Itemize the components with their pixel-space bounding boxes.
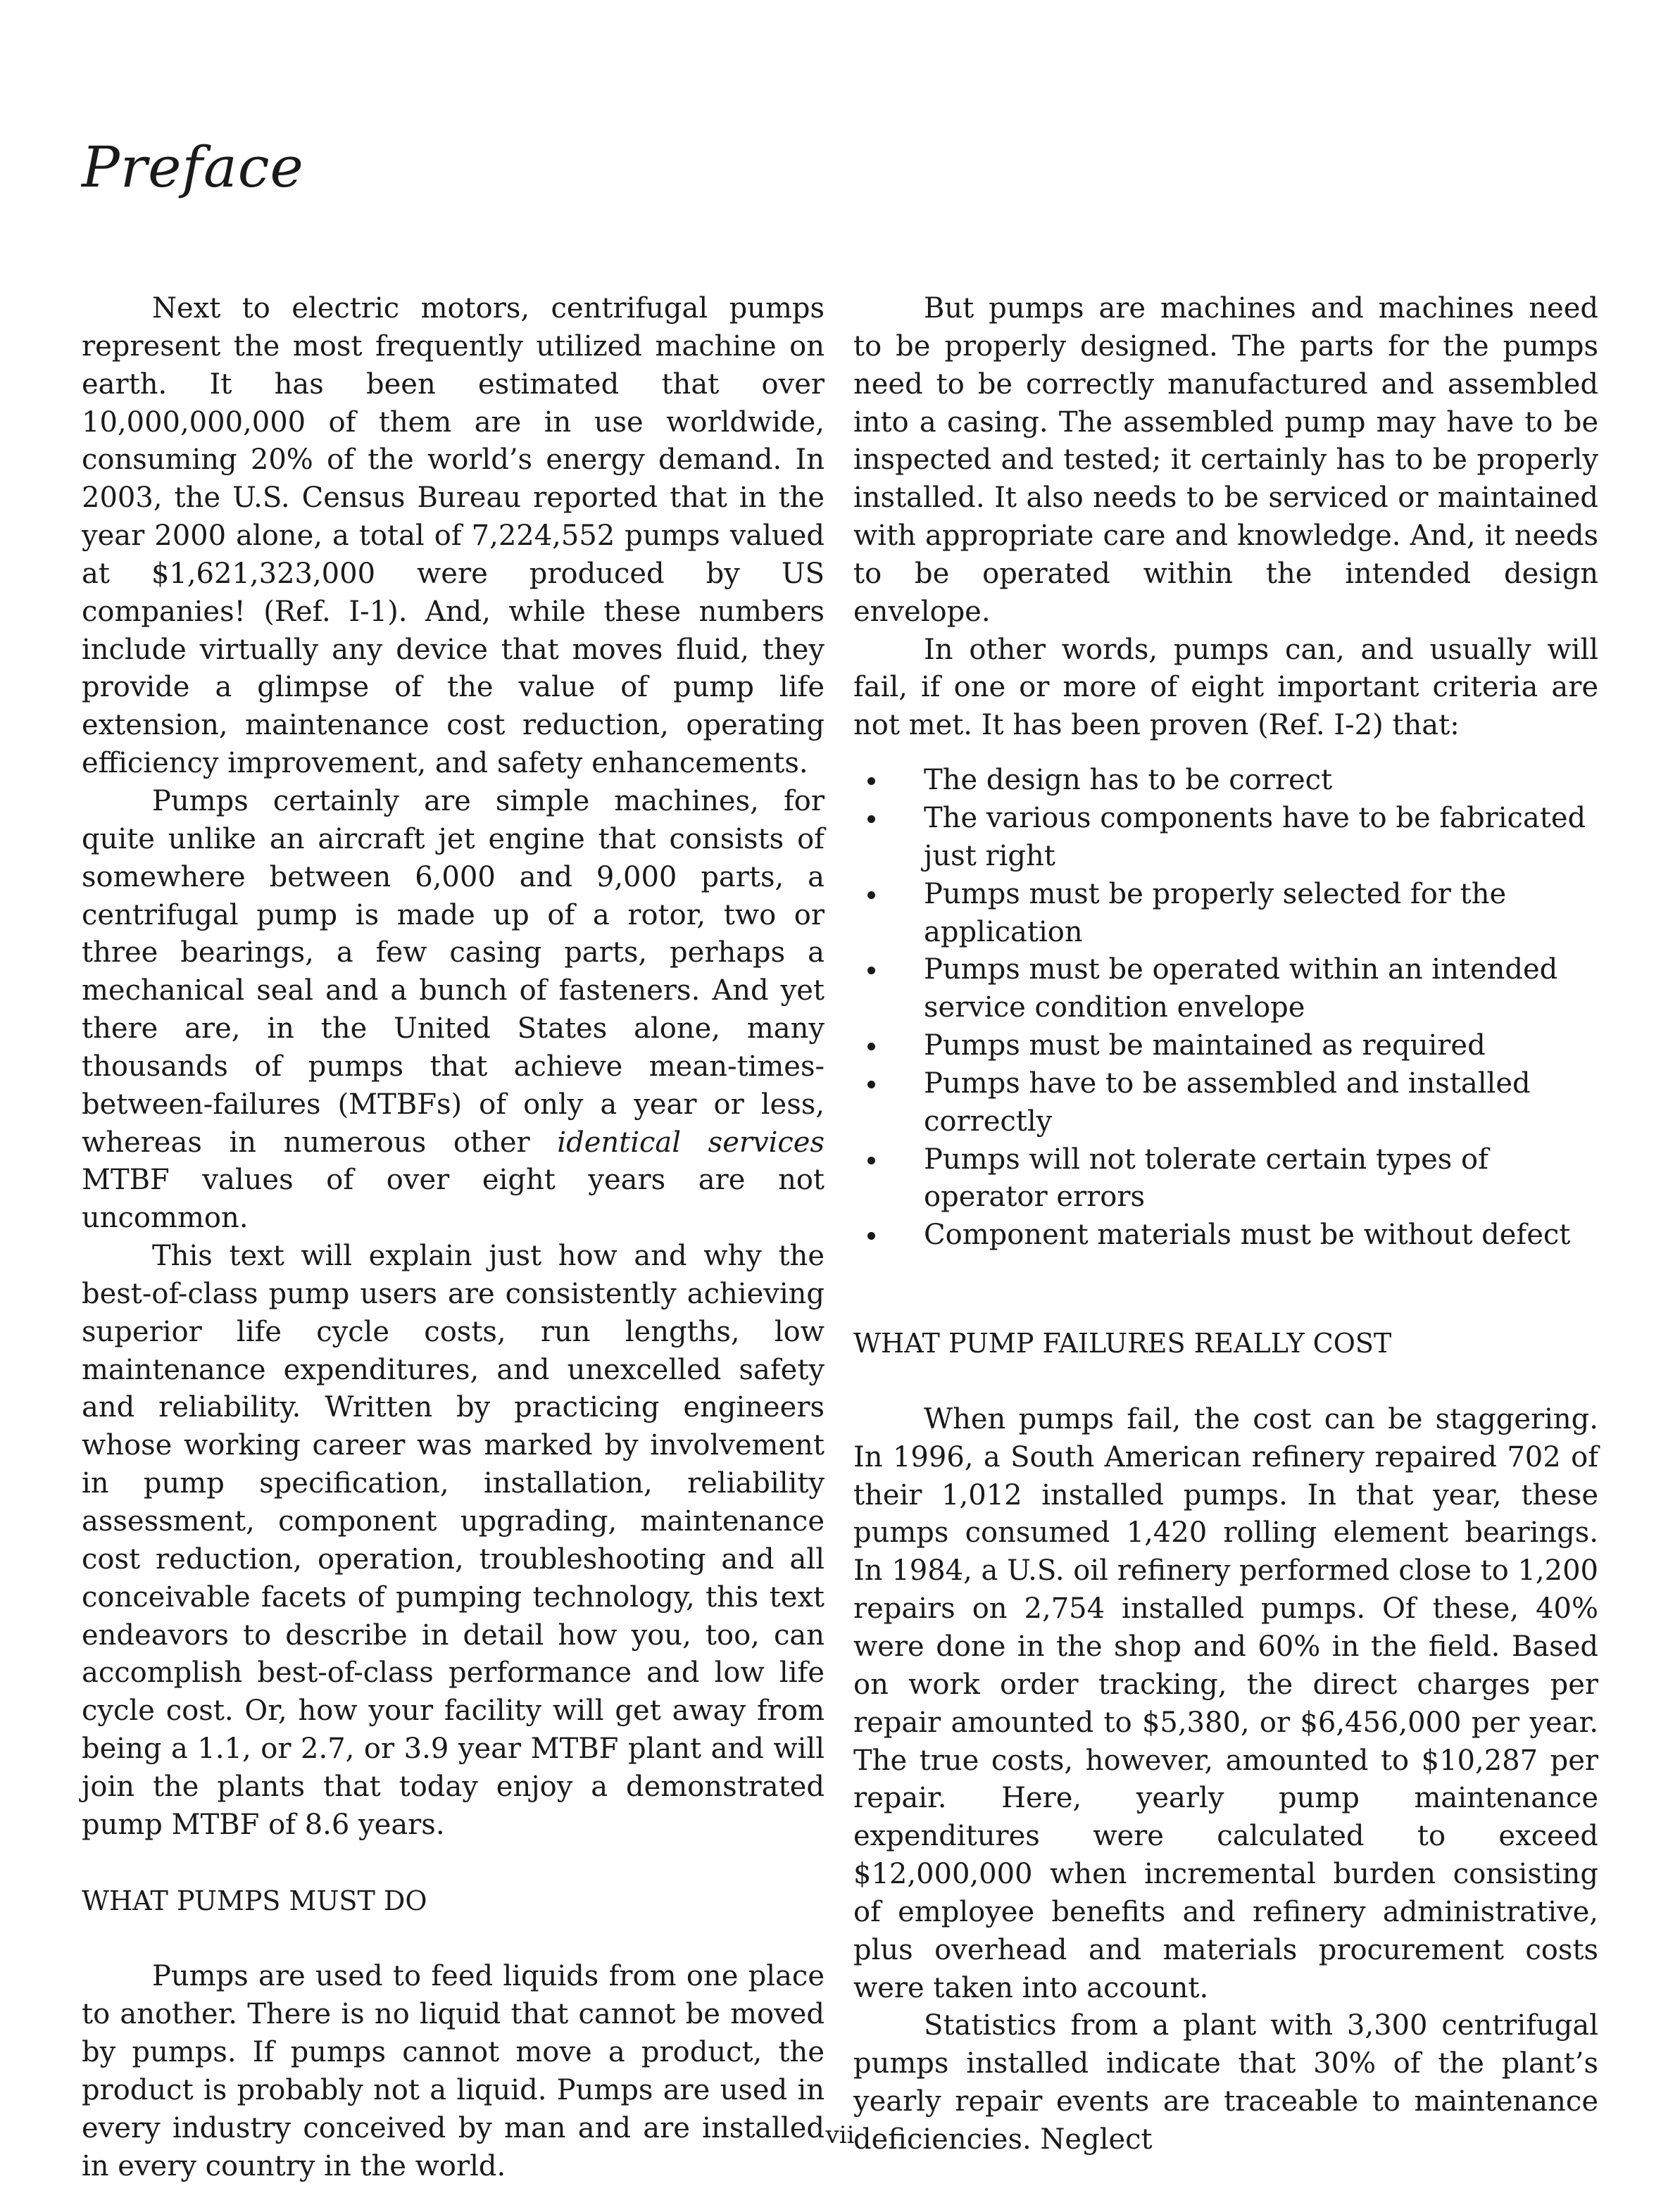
left-column <box>82 290 825 2186</box>
list-item: Pumps must be properly selected for the application <box>853 876 1598 952</box>
paragraph-statistics: Statistics from a plant with 3,300 centrifugal pumps installed indicate that 30% of the plant’s yearly repair events are traceable to maintenance deficiencies. Neglect <box>853 2009 1598 2156</box>
list-item: Pumps will not tolerate certain types of operator errors <box>853 1141 1598 1217</box>
paragraph-in-other-words: In other words, pumps can, and usually will fail, if one or more of eight important criteria are not met. It has been proven (Ref. I-2) that: <box>853 633 1598 742</box>
list-item: Pumps must be operated within an intended service condition envelope <box>853 951 1598 1027</box>
paragraph-simple-machines <box>82 783 825 1238</box>
paragraph-when-pumps-fail: When pumps fail, the cost can be staggering. In 1996, a South American refinery repaired 702 of their 1,012 installed pumps. In that year, these pumps consumed 1,420 rolling element bearings. In 1984, a U.S. oil refinery performed close to 1,200 repairs on 2,754 installed pumps. Of these, 40% were done in the shop and 60% in the field. Based on work order tracking, the direct charges per repair amounted to $5,380, or $6,456,000 per year. The true costs, however, amounted to $10,287 per repair. Here, yearly pump maintenance expenditures were calculated to exceed $12,000,000 when incremental burden consisting of employee benefits and refinery administrative, plus overhead and materials procurement costs were taken into account. <box>853 1402 1598 2004</box>
bullet-icon <box>867 1232 875 1240</box>
list-item: The various components have to be fabricated just right <box>853 800 1598 876</box>
section-spacer <box>82 1920 825 1958</box>
list-item: Pumps have to be assembled and installed correctly <box>853 1065 1598 1141</box>
criteria-list <box>853 762 1598 1255</box>
list-item: Component materials must be without defect <box>853 1217 1598 1255</box>
emphasis-identical-services: identical services <box>557 1126 825 1159</box>
paragraph-text: Pumps certainly are simple machines, for quite unlike an aircraft jet engine that consists of somewhere between 6,000 and 9,000 parts, a centrifugal pump is made up of a rotor, two or three bearings, a few casing parts, perhaps a mechanical seal and a bunch of fasteners. And yet there are, in the United States alone, many thousands of pumps that achieve mean-times-between-failures (MTBFs) of only a year or less, whereas in numerous other <box>82 784 825 1159</box>
bullet-icon <box>867 815 875 823</box>
bullet-icon <box>867 967 875 974</box>
page-title: Preface <box>82 134 304 200</box>
bullet-icon <box>867 1081 875 1088</box>
section-heading-what-pumps-must-do: WHAT PUMPS MUST DO <box>82 1885 427 1916</box>
section-spacer <box>82 1845 825 1883</box>
list-item: The design has to be correct <box>853 762 1598 800</box>
paragraph-this-text: This text will explain just how and why the best-of-class pump users are consistently achieving superior life cycle costs, run lengths, low maintenance expenditures, and unexcelled safety and reliability. Written by practicing engineers whose working career was marked by involvement in pump specification, installation, reliability assessment, component upgrading, maintenance cost reduction, operation, troubleshooting and all conceivable facets of pumping technology, this text endeavors to describe in detail how you, too, can accomplish best-of-class performance and low life cycle cost. Or, how your facility will get away from being a 1.1, or 2.7, or 3.9 year MTBF plant and will join the plants that today enjoy a demonstrated pump MTBF of 8.6 years. <box>82 1240 825 1841</box>
section-spacer <box>853 1255 1598 1325</box>
right-column <box>853 290 1598 2159</box>
bullet-icon <box>867 891 875 899</box>
paragraph-machines: But pumps are machines and machines need to be properly designed. The parts for the pumps need to be correctly manufactured and assembled into a casing. The assembled pump may have to be inspected and tested; it certainly has to be properly installed. It also needs to be serviced or maintained with appropriate care and knowledge. And, it needs to be operated within the intended design envelope. <box>853 292 1598 628</box>
list-item: Pumps must be maintained as required <box>853 1027 1598 1065</box>
paragraph-intro: Next to electric motors, centrifugal pumps represent the most frequently utilized machine on earth. It has been estimated that over 10,000,000,000 of them are in use worldwide, consuming 20% of the world’s energy demand. In 2003, the U.S. Census Bureau reported that in the year 2000 alone, a total of 7,224,552 pumps valued at $1,621,323,000 were produced by US companies! (Ref. I-1). And, while these numbers include virtually any device that moves fluid, they provide a glimpse of the value of pump life extension, maintenance cost reduction, operating efficiency improvement, and safety enhancements. <box>82 292 825 780</box>
page-number: vii <box>825 2121 855 2149</box>
paragraph-pumps-used: Pumps are used to feed liquids from one place to another. There is no liquid that cannot be moved by pumps. If pumps cannot move a product, the product is probably not a liquid. Pumps are used in every industry conceived by man and are installed in every country in the world. <box>82 1960 825 2182</box>
section-spacer <box>853 1363 1598 1401</box>
section-heading-pump-failures-cost: WHAT PUMP FAILURES REALLY COST <box>853 1328 1392 1359</box>
paragraph-text: MTBF values of over eight years are not uncommon. <box>82 1164 825 1235</box>
bullet-icon <box>867 777 875 785</box>
bullet-icon <box>867 1157 875 1164</box>
bullet-icon <box>867 1043 875 1050</box>
